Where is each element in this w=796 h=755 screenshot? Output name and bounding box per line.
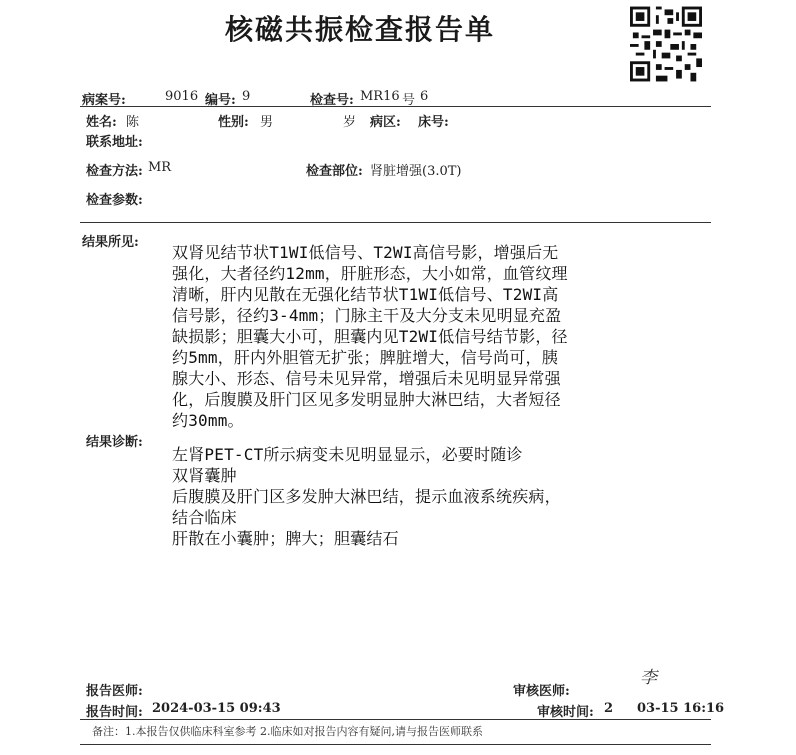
findings-line: 信号影，径约3-4mm；门脉主干及大分支未见明显充盈 — [172, 306, 562, 325]
review-time-prefix: 2 — [604, 701, 614, 716]
findings-line: 化，后腹膜及肝门区见多发明显肿大淋巴结，大者短径 — [172, 390, 561, 409]
findings-line: 约5mm，肝内外胆管无扩张；脾脏增大，信号尚可，胰 — [172, 348, 558, 367]
review-time-value: 03-15 16:16 — [637, 701, 725, 716]
diagnosis-line: 后腹膜及肝门区多发肿大淋巴结，提示血液系统疾病， — [172, 487, 561, 506]
serial-number-value: 9 — [242, 89, 251, 104]
report-time-value: 2024-03-15 09:43 — [152, 701, 281, 716]
exam-method-label: 检查方法: — [86, 164, 143, 179]
report-title: 核磁共振检查报告单 — [224, 13, 495, 46]
exam-number-suffix-label: 号 — [402, 93, 416, 108]
age-unit: 岁 — [343, 115, 357, 130]
review-doctor-label: 审核医师: — [513, 684, 570, 699]
exam-number-value: MR16 — [360, 89, 400, 104]
diagnosis-text — [172, 444, 717, 549]
ward-label: 病区: — [370, 115, 401, 130]
bed-label: 床号: — [418, 115, 449, 130]
patient-name-label: 姓名: — [86, 115, 117, 130]
diagnosis-label: 结果诊断: — [86, 435, 143, 450]
case-number-label: 病案号: — [82, 93, 126, 108]
patient-name-value: 陈 — [126, 115, 140, 130]
findings-text — [172, 242, 717, 431]
exam-method-value: MR — [148, 160, 172, 175]
findings-line: 强化，大者径约12mm，肝脏形态，大小如常，血管纹理 — [172, 264, 568, 283]
diagnosis-line: 左肾PET-CT所示病变未见明显显示，必要时随诊 — [172, 445, 523, 464]
contact-address-label: 联系地址: — [86, 135, 143, 150]
report-doctor-label: 报告医师: — [86, 684, 143, 699]
section-divider — [80, 222, 711, 223]
sex-value: 男 — [260, 115, 274, 130]
header-divider — [80, 106, 711, 107]
sex-label: 性别: — [218, 115, 249, 130]
findings-line: 约30mm。 — [172, 411, 244, 430]
diagnosis-line: 双肾囊肿 — [172, 466, 237, 485]
exam-site-value: 肾脏增强(3.0T) — [370, 164, 462, 179]
findings-line: 双肾见结节状T1WI低信号、T2WI高信号影，增强后无 — [172, 243, 559, 262]
diagnosis-line: 肝散在小囊肿；脾大；胆囊结石 — [172, 529, 399, 548]
case-number-value: 9016 — [165, 89, 199, 104]
exam-number-label: 检查号: — [310, 93, 354, 108]
reviewer-signature-mark: 李 — [640, 668, 657, 688]
diagnosis-line: 结合临床 — [172, 508, 237, 527]
serial-number-label: 编号: — [205, 93, 236, 108]
findings-label: 结果所见: — [82, 235, 139, 250]
review-time-label: 审核时间: — [537, 705, 594, 720]
qr-code-icon — [630, 6, 702, 82]
report-time-label: 报告时间: — [86, 705, 143, 720]
findings-line: 清晰，肝内见散在无强化结节状T1WI低信号、T2WI高 — [172, 285, 559, 304]
footer-divider — [80, 719, 711, 720]
exam-number-suffix-value: 6 — [420, 89, 429, 104]
findings-line: 腺大小、形态、信号未见异常，增强后未见明显异常强 — [172, 369, 561, 388]
bottom-divider — [80, 744, 711, 745]
exam-site-label: 检查部位: — [306, 164, 363, 179]
findings-line: 缺损影；胆囊大小可，胆囊内见T2WI低信号结节影，径 — [172, 327, 568, 346]
exam-params-label: 检查参数: — [86, 193, 143, 208]
footer-note: 备注：1.本报告仅供临床科室参考 2.临床如对报告内容有疑问,请与报告医师联系 — [92, 725, 483, 738]
